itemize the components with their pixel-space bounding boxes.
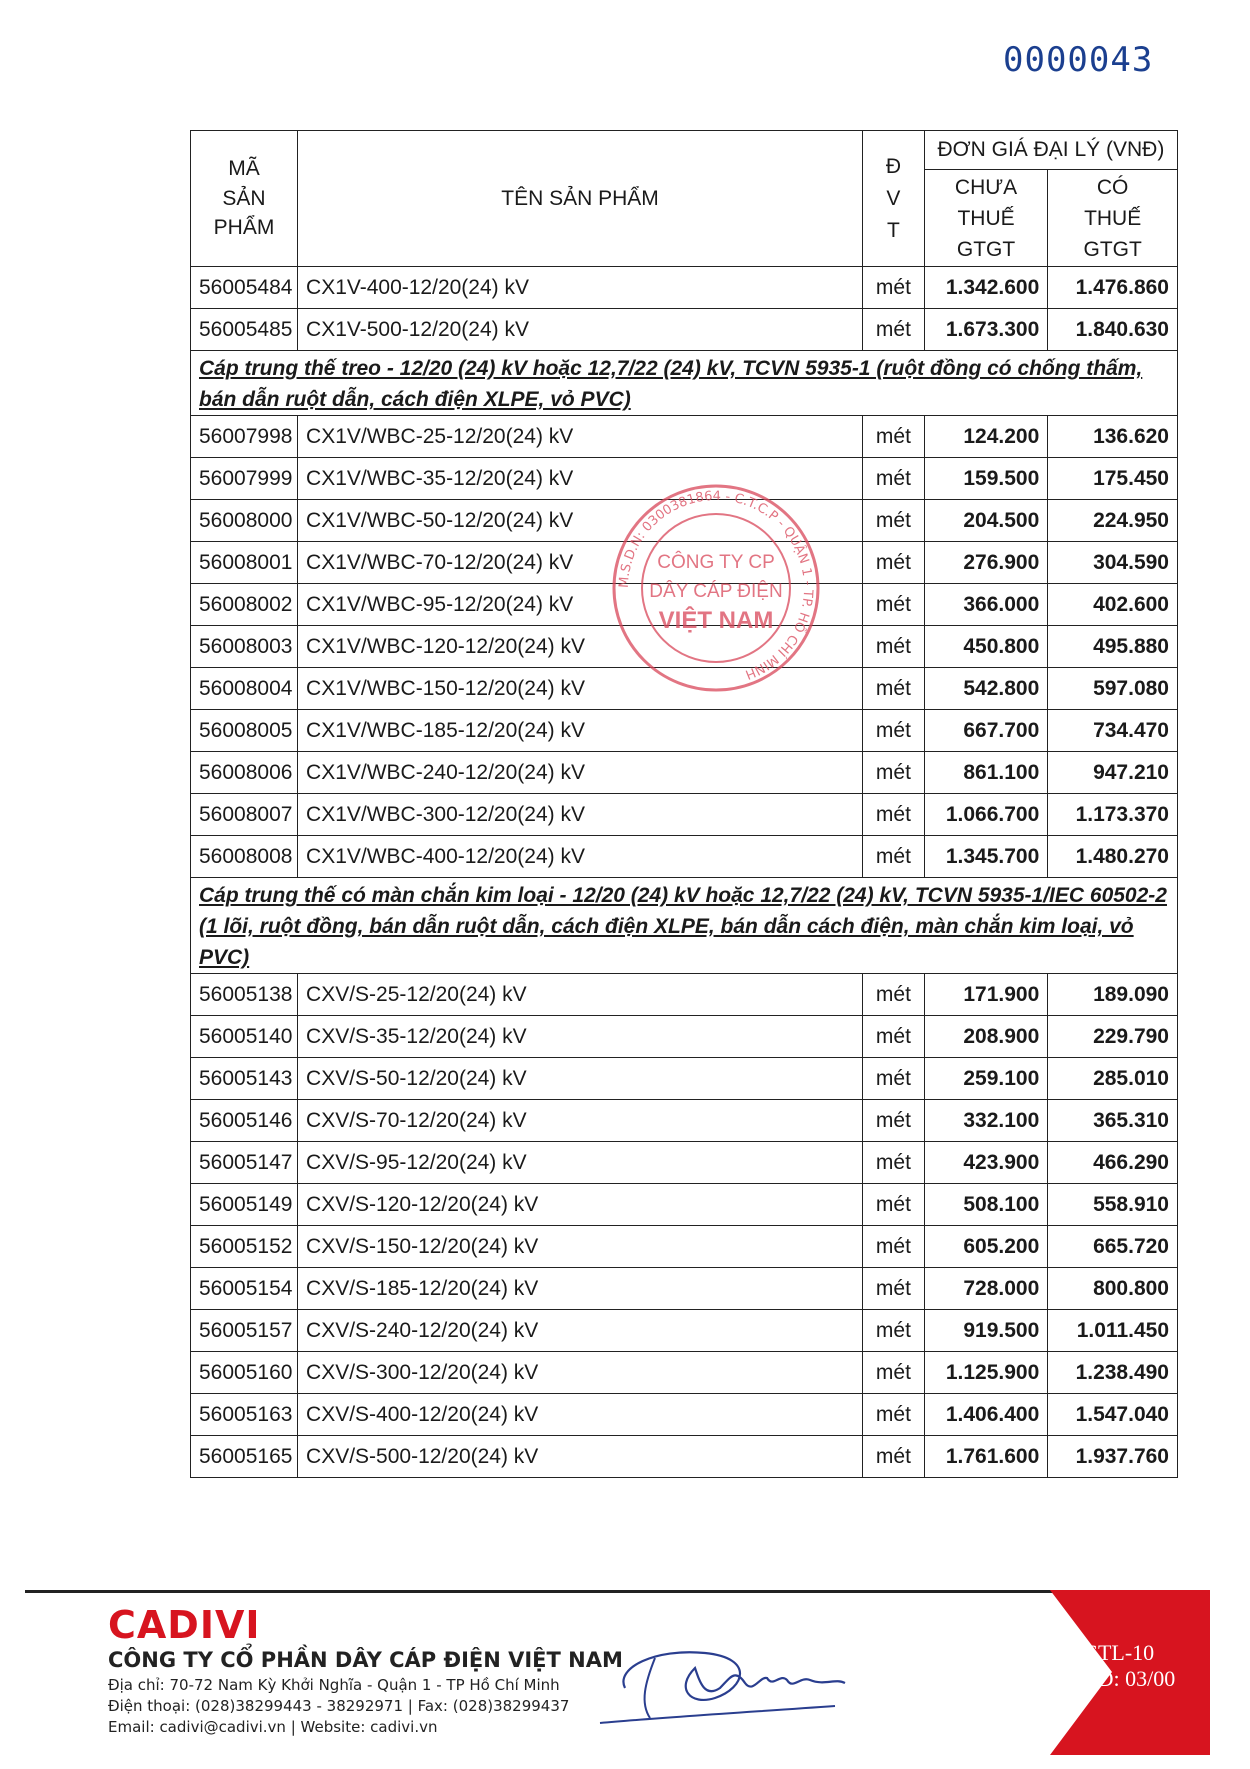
document-number: 0000043 [1003,40,1154,80]
product-code-cell: 56005143 [191,1058,298,1100]
unit-cell: mét [863,500,925,542]
unit-cell: mét [863,1100,925,1142]
table-row [191,1310,1178,1352]
product-code-cell: 56005152 [191,1226,298,1268]
price-tax-cell: 1.011.450 [1048,1310,1178,1352]
product-name-cell: CX1V/WBC-120-12/20(24) kV [298,626,863,668]
header-price-no-tax: CHƯA THUẾ GTGT [924,170,1048,267]
price-tax-cell: 304.590 [1048,542,1178,584]
product-code-cell: 56005485 [191,309,298,351]
price-tax-cell: 597.080 [1048,668,1178,710]
price-no-tax-cell: 542.800 [924,668,1048,710]
unit-cell: mét [863,1394,925,1436]
price-no-tax-cell: 728.000 [924,1268,1048,1310]
table-row [191,309,1178,351]
product-code-cell: 56008006 [191,752,298,794]
unit-cell: mét [863,458,925,500]
price-no-tax-cell: 1.066.700 [924,794,1048,836]
product-code-cell: 56008004 [191,668,298,710]
product-code-cell: 56008008 [191,836,298,878]
unit-cell: mét [863,1058,925,1100]
unit-cell: mét [863,267,925,309]
price-no-tax-cell: 1.125.900 [924,1352,1048,1394]
product-code-cell: 56005157 [191,1310,298,1352]
product-name-cell: CXV/S-50-12/20(24) kV [298,1058,863,1100]
form-code-revision: BH/SĐ: 03/00 [1048,1666,1176,1691]
section-heading-shielded-cable: Cáp trung thế có màn chắn kim loại - 12/20 (24) kV hoặc 12,7/22 (24) kV, TCVN 5935-1/IEC 60502-2 (1 lõi, ruột đồng, bán dẫn ruột dẫn, cách điện XLPE, bán dẫn cách điện, màn chắn kim loại, vỏ PVC) [191,878,1178,974]
price-no-tax-cell: 423.900 [924,1142,1048,1184]
product-code-cell: 56008001 [191,542,298,584]
product-name-cell: CXV/S-70-12/20(24) kV [298,1100,863,1142]
price-no-tax-cell: 508.100 [924,1184,1048,1226]
price-tax-cell: 136.620 [1048,416,1178,458]
form-code-id: KSTL-10 [1069,1640,1155,1665]
header-price-group: ĐƠN GIÁ ĐẠI LÝ (VNĐ) [924,131,1177,170]
table-row [191,1268,1178,1310]
stamp-line-3: VIỆT NAM [658,607,774,634]
stamp-line-1: CÔNG TY CP [657,552,775,573]
price-no-tax-cell: 259.100 [924,1058,1048,1100]
stamp-ring-text: M.S.D.N: 0300381864 - C.T.C.P - QUẬN 1 - TP. HỒ CHÍ MINH [616,488,816,682]
unit-cell: mét [863,836,925,878]
company-logo: CADIVI [108,1603,261,1647]
product-name-cell: CXV/S-300-12/20(24) kV [298,1352,863,1394]
price-tax-cell: 1.840.630 [1048,309,1178,351]
product-code-cell: 56005146 [191,1100,298,1142]
product-code-cell: 56005165 [191,1436,298,1478]
price-no-tax-cell: 124.200 [924,416,1048,458]
unit-cell: mét [863,668,925,710]
table-row [191,710,1178,752]
company-email: Email: cadivi@cadivi.vn | Website: cadivi.vn [108,1718,438,1736]
product-name-cell: CXV/S-240-12/20(24) kV [298,1310,863,1352]
product-name-cell: CXV/S-400-12/20(24) kV [298,1394,863,1436]
handwritten-signature [595,1628,895,1738]
unit-cell: mét [863,752,925,794]
product-name-cell: CXV/S-35-12/20(24) kV [298,1016,863,1058]
price-tax-cell: 1.937.760 [1048,1436,1178,1478]
price-no-tax-cell: 861.100 [924,752,1048,794]
product-code-cell: 56005163 [191,1394,298,1436]
section-b [191,351,1178,416]
product-name-cell: CXV/S-25-12/20(24) kV [298,974,863,1016]
company-name: CÔNG TY CỔ PHẦN DÂY CÁP ĐIỆN VIỆT NAM [108,1648,623,1672]
product-code-cell: 56005160 [191,1352,298,1394]
unit-cell: mét [863,1352,925,1394]
product-code-cell: 56007998 [191,416,298,458]
price-tax-cell: 734.470 [1048,710,1178,752]
price-no-tax-cell: 605.200 [924,1226,1048,1268]
table-body-group-a [191,267,1178,351]
product-name-cell: CX1V/WBC-95-12/20(24) kV [298,584,863,626]
unit-cell: mét [863,1142,925,1184]
unit-cell: mét [863,626,925,668]
product-name-cell: CXV/S-185-12/20(24) kV [298,1268,863,1310]
table-row [191,267,1178,309]
price-tax-cell: 229.790 [1048,1016,1178,1058]
header-unit-l3: T [887,218,900,242]
price-tax-cell: 558.910 [1048,1184,1178,1226]
unit-cell: mét [863,1016,925,1058]
product-code-cell: 56005147 [191,1142,298,1184]
price-no-tax-cell: 276.900 [924,542,1048,584]
price-no-tax-cell: 1.673.300 [924,309,1048,351]
price-no-tax-cell: 1.342.600 [924,267,1048,309]
section-heading-overhead-cable: Cáp trung thế treo - 12/20 (24) kV hoặc 12,7/22 (24) kV, TCVN 5935-1 (ruột đồng có chống thấm, bán dẫn ruột dẫn, cách điện XLPE, vỏ PVC) [191,351,1178,416]
form-code [1048,1640,1176,1692]
unit-cell: mét [863,1268,925,1310]
product-name-cell: CXV/S-95-12/20(24) kV [298,1142,863,1184]
product-code-cell: 56005154 [191,1268,298,1310]
header-product-code: MÃ SẢN PHẨM [191,131,298,267]
price-table [190,130,1178,1478]
table-row [191,1016,1178,1058]
product-name-cell: CX1V-400-12/20(24) kV [298,267,863,309]
unit-cell: mét [863,1436,925,1478]
product-code-cell: 56008005 [191,710,298,752]
product-code-cell: 56005149 [191,1184,298,1226]
product-name-cell: CX1V/WBC-240-12/20(24) kV [298,752,863,794]
header-unit [863,131,925,267]
table-row [191,1058,1178,1100]
price-no-tax-cell: 208.900 [924,1016,1048,1058]
table-row [191,974,1178,1016]
unit-cell: mét [863,542,925,584]
price-tax-cell: 402.600 [1048,584,1178,626]
price-tax-cell: 189.090 [1048,974,1178,1016]
price-tax-cell: 365.310 [1048,1100,1178,1142]
product-name-cell: CX1V/WBC-35-12/20(24) kV [298,458,863,500]
table-row [191,1100,1178,1142]
price-tax-cell: 285.010 [1048,1058,1178,1100]
product-code-cell: 56007999 [191,458,298,500]
price-no-tax-cell: 332.100 [924,1100,1048,1142]
price-tax-cell: 665.720 [1048,1226,1178,1268]
product-name-cell: CXV/S-120-12/20(24) kV [298,1184,863,1226]
section-c [191,878,1178,974]
price-tax-cell: 1.547.040 [1048,1394,1178,1436]
price-no-tax-cell: 366.000 [924,584,1048,626]
price-tax-cell: 947.210 [1048,752,1178,794]
product-name-cell: CX1V/WBC-400-12/20(24) kV [298,836,863,878]
product-name-cell: CX1V/WBC-150-12/20(24) kV [298,668,863,710]
unit-cell: mét [863,794,925,836]
table-row [191,416,1178,458]
table-row [191,1394,1178,1436]
unit-cell: mét [863,1184,925,1226]
unit-cell: mét [863,974,925,1016]
unit-cell: mét [863,1310,925,1352]
unit-cell: mét [863,1226,925,1268]
price-tax-cell: 1.480.270 [1048,836,1178,878]
product-name-cell: CX1V/WBC-300-12/20(24) kV [298,794,863,836]
product-code-cell: 56008007 [191,794,298,836]
product-name-cell: CXV/S-150-12/20(24) kV [298,1226,863,1268]
price-no-tax-cell: 204.500 [924,500,1048,542]
price-tax-cell: 495.880 [1048,626,1178,668]
header-product-name: TÊN SẢN PHẨM [298,131,863,267]
product-code-cell: 56008003 [191,626,298,668]
table-row [191,752,1178,794]
table-row [191,1226,1178,1268]
header-unit-l1: Đ [885,154,901,178]
product-code-cell: 56005138 [191,974,298,1016]
company-phone: Điện thoại: (028)38299443 - 38292971 | Fax: (028)38299437 [108,1697,570,1715]
price-tax-cell: 1.173.370 [1048,794,1178,836]
price-no-tax-cell: 1.345.700 [924,836,1048,878]
product-name-cell: CXV/S-500-12/20(24) kV [298,1436,863,1478]
price-tax-cell: 1.238.490 [1048,1352,1178,1394]
table-row [191,1142,1178,1184]
table-row [191,1436,1178,1478]
table-row [191,1184,1178,1226]
price-no-tax-cell: 1.761.600 [924,1436,1048,1478]
price-no-tax-cell: 1.406.400 [924,1394,1048,1436]
table-row [191,794,1178,836]
table-row [191,836,1178,878]
company-stamp [610,482,822,694]
footer-divider [25,1590,1205,1593]
product-code-cell: 56005140 [191,1016,298,1058]
price-tax-cell: 466.290 [1048,1142,1178,1184]
unit-cell: mét [863,584,925,626]
price-no-tax-cell: 171.900 [924,974,1048,1016]
product-name-cell: CX1V/WBC-50-12/20(24) kV [298,500,863,542]
header-unit-l2: V [886,186,901,210]
company-address: Địa chỉ: 70-72 Nam Kỳ Khởi Nghĩa - Quận 1 - TP Hồ Chí Minh [108,1676,560,1694]
product-name-cell: CX1V/WBC-185-12/20(24) kV [298,710,863,752]
product-name-cell: CX1V/WBC-70-12/20(24) kV [298,542,863,584]
product-code-cell: 56008002 [191,584,298,626]
unit-cell: mét [863,309,925,351]
price-tax-cell: 800.800 [1048,1268,1178,1310]
price-tax-cell: 1.476.860 [1048,267,1178,309]
unit-cell: mét [863,416,925,458]
stamp-line-2: DÂY CÁP ĐIỆN [649,581,783,602]
table-body-group-c [191,974,1178,1478]
product-name-cell: CX1V/WBC-25-12/20(24) kV [298,416,863,458]
price-tax-cell: 224.950 [1048,500,1178,542]
price-no-tax-cell: 667.700 [924,710,1048,752]
header-price-tax: CÓ THUẾ GTGT [1048,170,1178,267]
price-no-tax-cell: 919.500 [924,1310,1048,1352]
price-tax-cell: 175.450 [1048,458,1178,500]
table-row [191,1352,1178,1394]
price-no-tax-cell: 159.500 [924,458,1048,500]
price-no-tax-cell: 450.800 [924,626,1048,668]
product-code-cell: 56008000 [191,500,298,542]
product-code-cell: 56005484 [191,267,298,309]
unit-cell: mét [863,710,925,752]
product-name-cell: CX1V-500-12/20(24) kV [298,309,863,351]
